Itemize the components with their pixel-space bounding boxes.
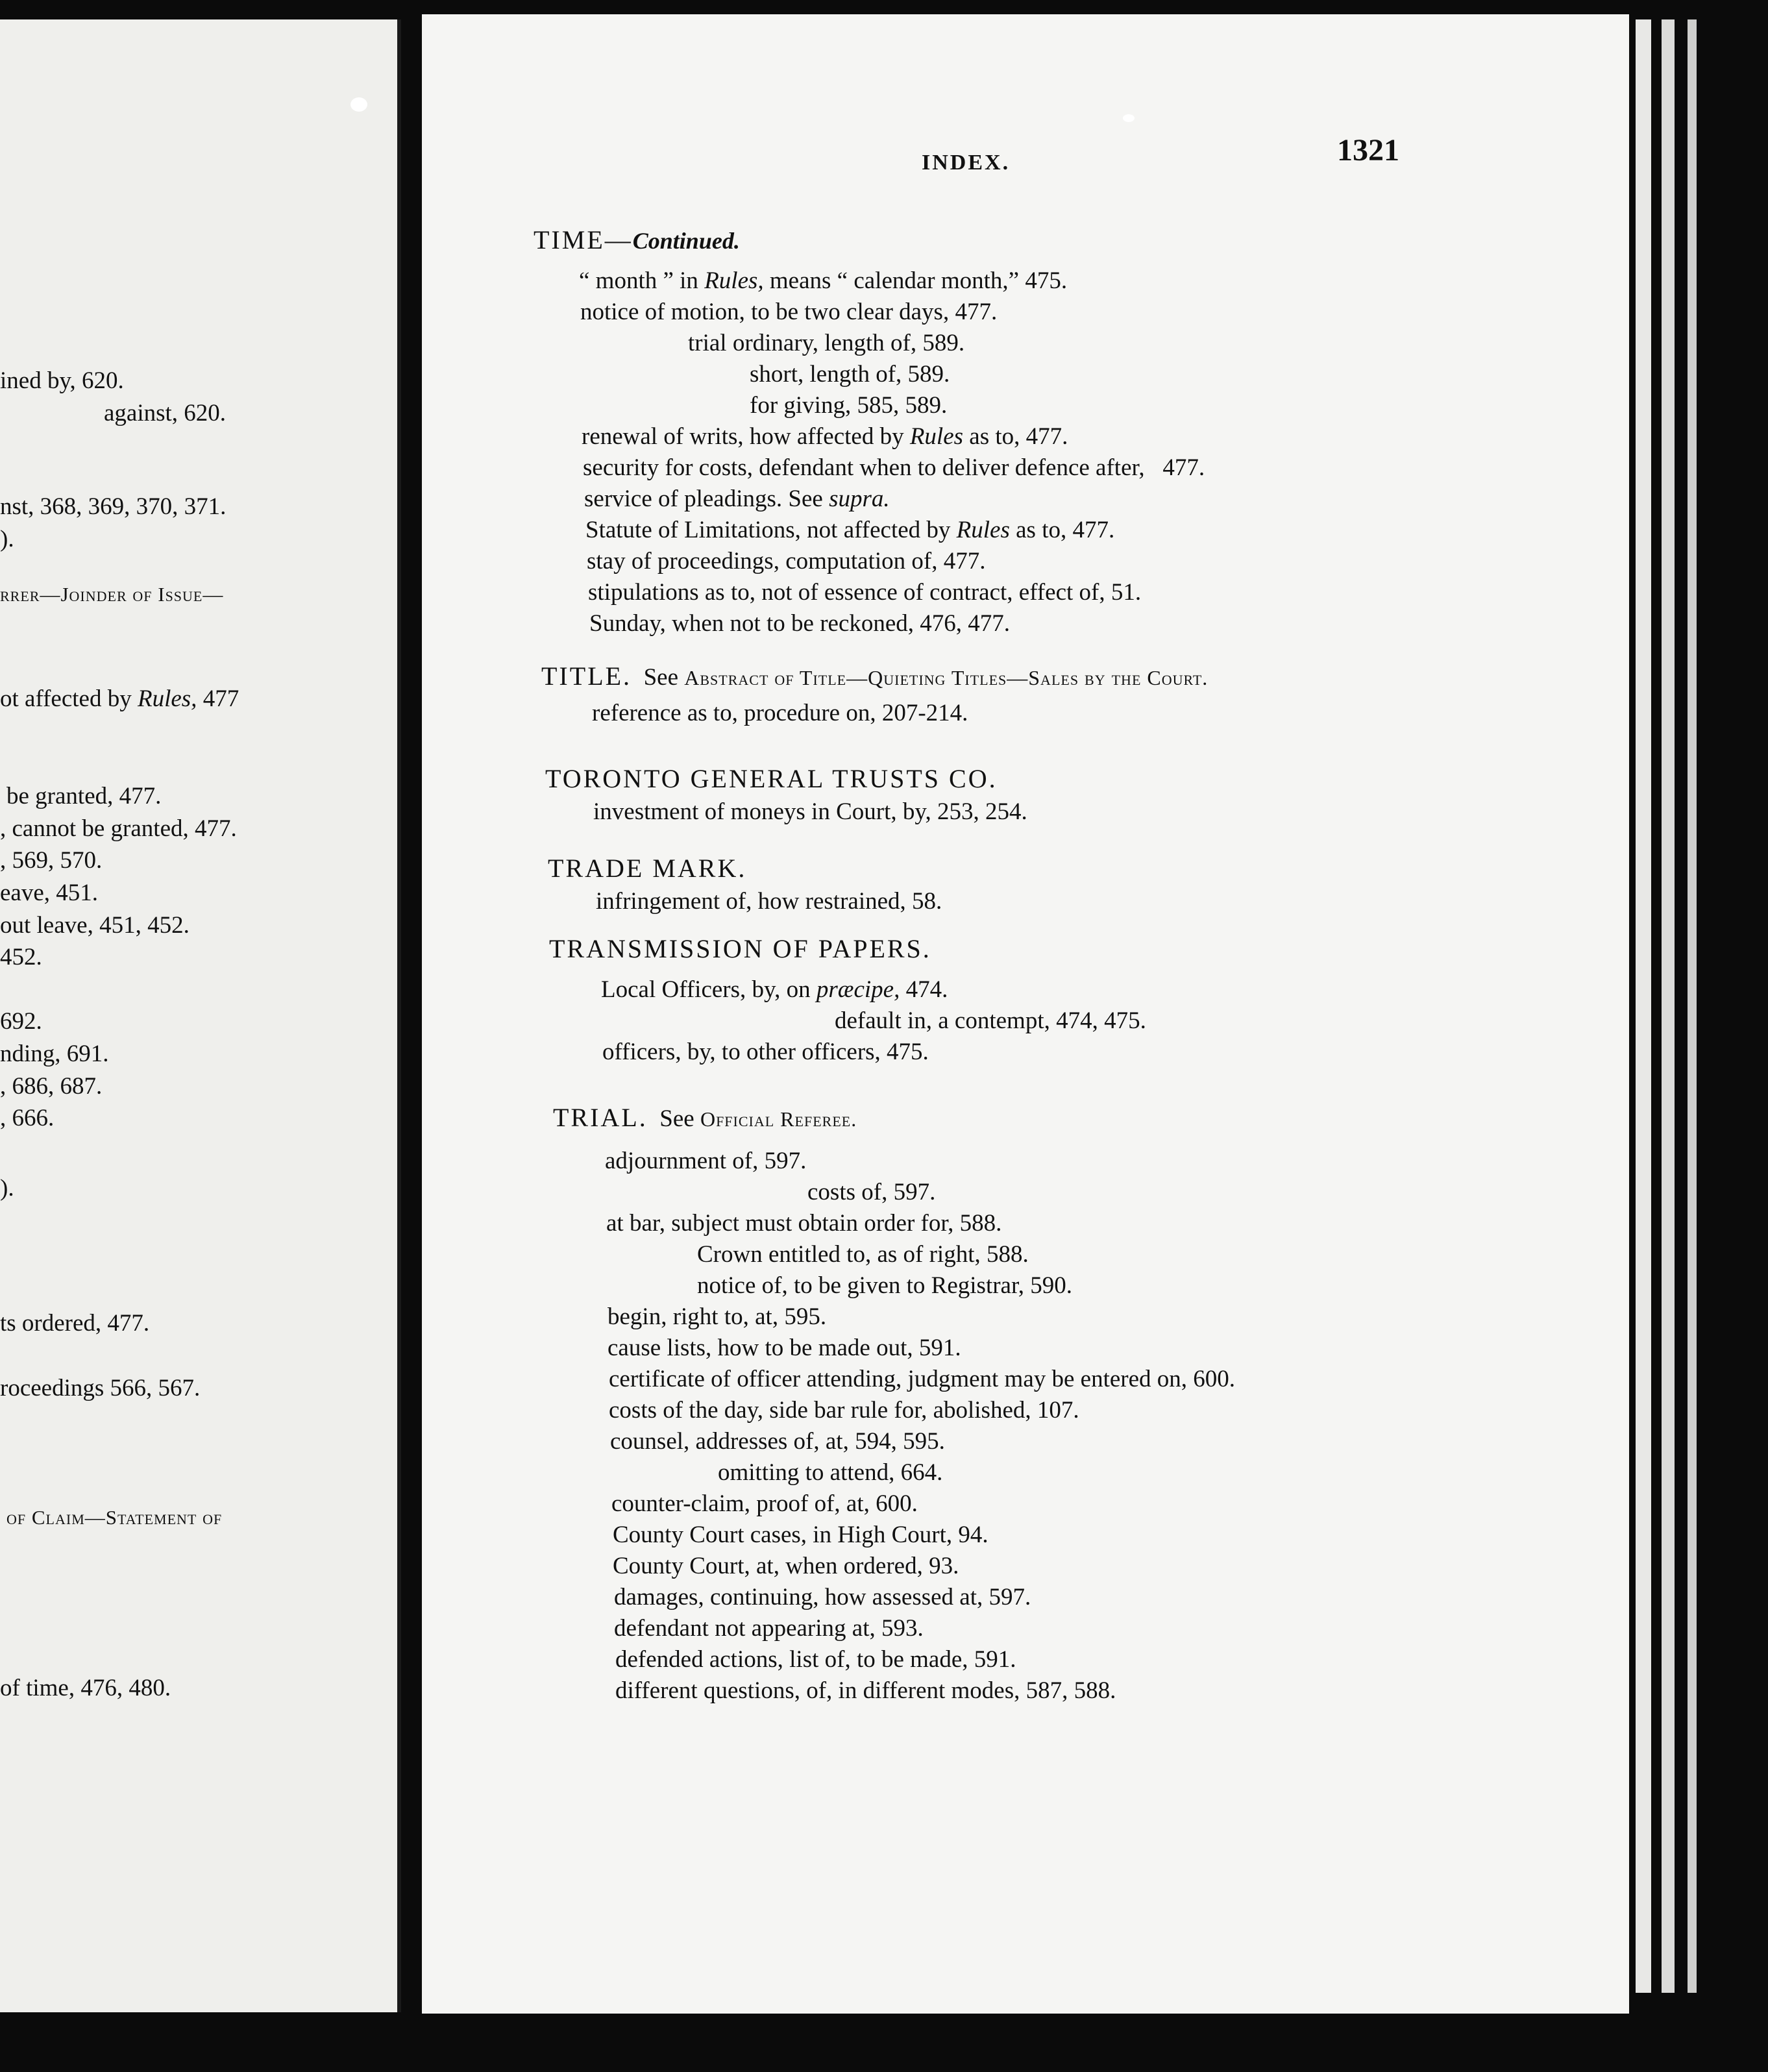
- subentry: at bar, subject must obtain order for, 588.: [606, 1210, 1002, 1237]
- subentry: damages, continuing, how assessed at, 597.: [614, 1584, 1031, 1610]
- subentry: security for costs, defendant when to deliver defence after, 477.: [583, 454, 1205, 481]
- subentry: renewal of writs, how affected by Rules as to, 477.: [582, 423, 1068, 450]
- left-fragment: ).: [0, 526, 14, 552]
- left-fragment: , 666.: [0, 1105, 55, 1131]
- subentry: County Court cases, in High Court, 94.: [613, 1522, 988, 1548]
- left-fragment: of time, 476, 480.: [0, 1675, 171, 1701]
- left-fragment: , 569, 570.: [0, 847, 103, 874]
- subentry: costs of the day, side bar rule for, abolished, 107.: [609, 1397, 1079, 1424]
- left-fragment: be granted, 477.: [6, 783, 162, 809]
- subentry: counsel, addresses of, at, 594, 595.: [610, 1428, 945, 1455]
- entry-heading-time: TIME—Continued.: [534, 225, 740, 254]
- left-fragment: nst, 368, 369, 370, 371.: [0, 493, 227, 520]
- subentry: investment of moneys in Court, by, 253, 254.: [593, 798, 1027, 825]
- scan-speck: [1123, 114, 1135, 122]
- subentry: Sunday, when not to be reckoned, 476, 477.: [589, 610, 1011, 637]
- left-fragment: , cannot be granted, 477.: [0, 815, 237, 842]
- subentry: infringement of, how restrained, 58.: [596, 888, 942, 915]
- subentry: notice of motion, to be two clear days, 477.: [580, 299, 998, 325]
- subentry: stipulations as to, not of essence of contract, effect of, 51.: [588, 579, 1142, 606]
- subentry: short, length of, 589.: [750, 361, 950, 388]
- page-number: 1321: [1337, 133, 1399, 167]
- entry-heading-title: TITLE. See Abstract of Title—Quieting Titles—Sales by the Court.: [541, 661, 1209, 691]
- page-edge: [1636, 19, 1651, 1993]
- left-fragment: of Claim—Statement of: [6, 1506, 223, 1529]
- scan-speck: [350, 97, 367, 112]
- left-page: [0, 19, 401, 2012]
- subentry: cause lists, how to be made out, 591.: [608, 1335, 961, 1361]
- left-fragment: ot affected by Rules, 477: [0, 685, 239, 712]
- page-edge: [1688, 19, 1697, 1993]
- left-fragment: ).: [0, 1175, 14, 1202]
- subentry: County Court, at, when ordered, 93.: [613, 1553, 959, 1579]
- subentry: Statute of Limitations, not affected by Rules as to, 477.: [585, 517, 1115, 543]
- subentry: for giving, 585, 589.: [750, 392, 948, 419]
- page-header: INDEX.: [922, 151, 1011, 175]
- entry-heading-toronto: TORONTO GENERAL TRUSTS CO.: [545, 764, 998, 793]
- subentry: costs of, 597.: [807, 1179, 936, 1205]
- left-fragment: ts ordered, 477.: [0, 1310, 150, 1337]
- subentry: Crown entitled to, as of right, 588.: [697, 1241, 1029, 1268]
- subentry: stay of proceedings, computation of, 477.: [587, 548, 986, 574]
- subentry: “ month ” in Rules, means “ calendar month,” 475.: [579, 267, 1068, 294]
- subentry: Local Officers, by, on præcipe, 474.: [601, 976, 948, 1003]
- subentry: omitting to attend, 664.: [718, 1459, 943, 1486]
- subentry: certificate of officer attending, judgment may be entered on, 600.: [609, 1366, 1236, 1392]
- left-fragment: 452.: [0, 944, 42, 970]
- left-fragment: 692.: [0, 1008, 42, 1035]
- page-edge: [1662, 19, 1675, 1993]
- subentry: different questions, of, in different modes, 587, 588.: [615, 1677, 1116, 1704]
- subentry: default in, a contempt, 474, 475.: [835, 1007, 1146, 1034]
- left-fragment: roceedings 566, 567.: [0, 1375, 201, 1401]
- left-fragment: ined by, 620.: [0, 367, 124, 394]
- right-page: [422, 14, 1629, 2014]
- left-fragment: against, 620.: [104, 400, 227, 426]
- subentry: officers, by, to other officers, 475.: [602, 1039, 929, 1065]
- subentry: counter-claim, proof of, at, 600.: [611, 1490, 918, 1517]
- left-fragment: out leave, 451, 452.: [0, 912, 190, 939]
- left-fragment: eave, 451.: [0, 880, 99, 906]
- subentry: trial ordinary, length of, 589.: [688, 330, 965, 356]
- subentry: adjournment of, 597.: [605, 1148, 807, 1174]
- subentry: defendant not appearing at, 593.: [614, 1615, 924, 1642]
- subentry: service of pleadings. See supra.: [584, 486, 890, 512]
- entry-heading-transmission: TRANSMISSION OF PAPERS.: [549, 934, 931, 963]
- subentry: defended actions, list of, to be made, 591.: [615, 1646, 1016, 1673]
- left-fragment: , 686, 687.: [0, 1073, 103, 1100]
- left-fragment: rrer—Joinder of Issue—: [0, 583, 224, 606]
- subentry: notice of, to be given to Registrar, 590.: [697, 1272, 1073, 1299]
- left-fragment: nding, 691.: [0, 1041, 109, 1067]
- entry-heading-trade-mark: TRADE MARK.: [548, 854, 747, 883]
- subentry: begin, right to, at, 595.: [608, 1303, 827, 1330]
- subentry: reference as to, procedure on, 207-214.: [592, 700, 968, 726]
- entry-heading-trial: TRIAL. See Official Referee.: [553, 1103, 857, 1132]
